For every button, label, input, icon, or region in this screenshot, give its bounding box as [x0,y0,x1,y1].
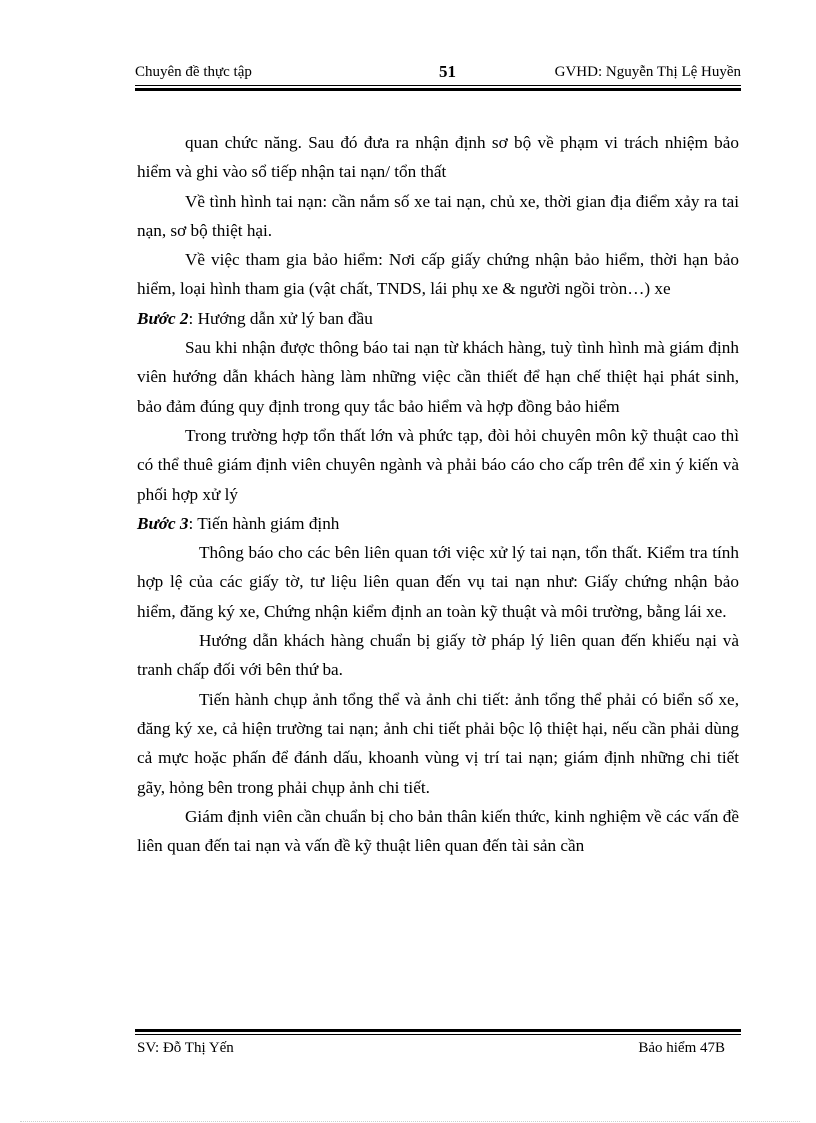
page-header [135,64,741,84]
paragraph: Tiến hành chụp ảnh tổng thể và ảnh chi tiết: ảnh tổng thể phải có biển số xe, đăng ký xe, cả hiện trường tai nạn; ảnh chi tiết phải bộc lộ thiệt hại, nếu cần phải dùng cả mực hoặc phấn để đánh dấu, khoanh vùng vị trí tai nạn; giám định những chi tiết gãy, hỏng bên trong phải chụp ảnh chi tiết. [137,689,739,797]
step-2-heading [137,304,739,333]
step-2-title: : Hướng dẫn xử lý ban đầu [188,308,373,328]
step-3-title: : Tiến hành giám định [188,513,340,533]
step-2-label: Bước 2 [137,308,189,328]
footer-divider-thick [135,1029,741,1032]
page-edge-divider [20,1121,800,1122]
paragraph: Thông báo cho các bên liên quan tới việc xử lý tai nạn, tổn thất. Kiểm tra tính hợp lệ của các giấy tờ, tư liệu liên quan đến vụ tai nạn như: Giấy chứng nhận bảo hiểm, đăng ký xe, Chứng nhận kiểm định an toàn kỹ thuật và môi trường, bằng lái xe. [137,543,739,621]
paragraph: Về việc tham gia bảo hiểm: Nơi cấp giấy chứng nhận bảo hiểm, thời hạn bảo hiểm, loại hình tham gia (vật chất, TNDS, lái phụ xe & người ngồi tròn…) xe [137,250,739,299]
header-document-title: Chuyên đề thực tập [135,64,252,80]
footer-student: SV: Đỗ Thị Yến [137,1040,234,1056]
header-divider-thin [135,85,741,86]
step-3-label: Bước 3 [137,513,189,533]
paragraph: Hướng dẫn khách hàng chuẩn bị giấy tờ pháp lý liên quan đến khiếu nại và tranh chấp đối với bên thứ ba. [137,631,739,680]
paragraph: Về tình hình tai nạn: cần nắm số xe tai nạn, chủ xe, thời gian địa điểm xảy ra tai nạn, sơ bộ thiệt hại. [137,191,739,240]
paragraph: Trong trường hợp tổn thất lớn và phức tạp, đòi hỏi chuyên môn kỹ thuật cao thì có thể thuê giám định viên chuyên ngành và phải báo cáo cho cấp trên để xin ý kiến và phối hợp xử lý [137,425,739,504]
page-number: 51 [439,62,456,81]
page-body [137,128,739,860]
header-divider-thick [135,88,741,91]
paragraph: quan chức năng. Sau đó đưa ra nhận định sơ bộ về phạm vi trách nhiệm bảo hiểm và ghi vào sổ tiếp nhận tai nạn/ tổn thất [137,133,739,182]
paragraph: Giám định viên cần chuẩn bị cho bản thân kiến thức, kinh nghiệm về các vấn đề liên quan đến tai nạn và vấn đề kỹ thuật liên quan đến tài sản cần [137,806,739,856]
footer-class: Bảo hiểm 47B [638,1040,725,1056]
footer-divider-thin [135,1034,741,1035]
header-supervisor: GVHD: Nguyễn Thị Lệ Huyền [554,64,741,80]
step-3-heading [137,509,739,538]
paragraph: Sau khi nhận được thông báo tai nạn từ khách hàng, tuỳ tình hình mà giám định viên hướng dẫn khách hàng làm những việc cần thiết để hạn chế thiệt hại phát sinh, bảo đảm đúng quy định trong quy tắc bảo hiểm và hợp đồng bảo hiểm [137,338,739,416]
